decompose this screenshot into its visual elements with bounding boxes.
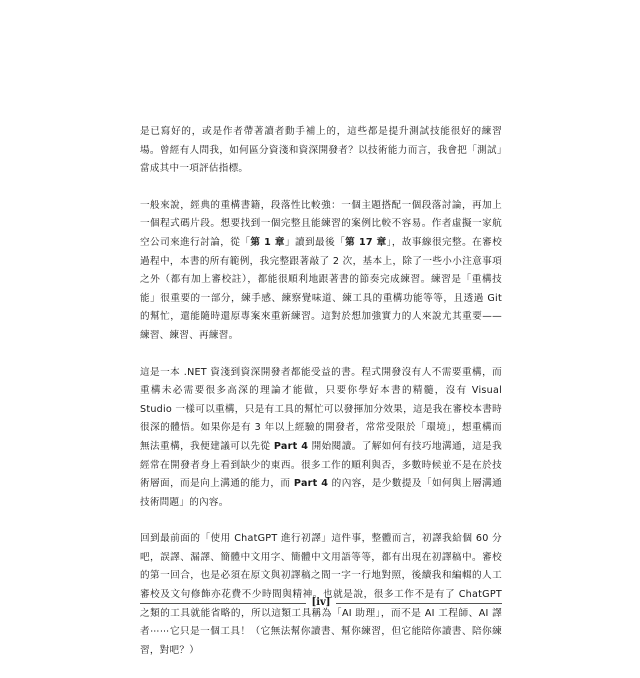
text-segment: 一般來說，經典的重構書籍，段落性比較強：一個主題搭配一個段落討論，再加上一個程式碼片段。想要找到一個完整且能練習的案例比較不容易。作者虛擬一家航空公司來進行討論，從「 xyxy=(140,199,502,248)
bold-text-segment: Part 4 xyxy=(273,440,309,452)
bold-text-segment: Part 4 xyxy=(293,478,329,490)
text-segment: 」讀到最後「 xyxy=(284,236,346,248)
text-segment: 回到最前面的「使用 ChatGPT 進行初譯」這件事，整體而言，初譯我給個 60 分吧，誤譯、漏譯、簡體中文用字、簡體中文用語等等，都有出現在初譯稿中。審校的第一回合，也是必須在原文與初譯稿之間一字一行地對照，後續我和編輯的人工審校及文句修飾亦花費不少時間與精神。也就是說，很多工作不是有了 ChatGPT 之類的工具就能省略的，所以這類工具稱為「AI 助理」，而不是 AI 工程師、AI 譯者⋯⋯它只是一個工具！（它無法幫你讀書、幫你練習，但它能陪你讀書、陪你練習，對吧？） xyxy=(140,533,502,656)
page-number xyxy=(306,596,336,610)
footer-rule-left xyxy=(140,603,306,604)
paragraph-1 xyxy=(140,123,502,179)
text-segment: 這是一本 .NET 資淺到資深開發者都能受益的書。程式開發沒有人不需要重構，而重構未必需要很多高深的理論才能做，只要你學好本書的精髓，沒有 Visual Studio 一樣可以重構，只是有工具的幫忙可以發揮加分效果，這是我在審校本書時很深的體悟。如果你是有 3 年以上經驗的開發者，常常受限於「環境」，想重構而無法重構，我便建議可以先從 xyxy=(140,366,502,452)
paragraph-3 xyxy=(140,364,502,513)
text-segment: 是已寫好的，或是作者帶著讀者動手補上的，這些都是提升測試技能很好的練習場。曾經有人問我，如何區分資淺和資深開發者？以技術能力而言，我會把「測試」當成其中一項評估指標。 xyxy=(140,126,502,175)
text-segment: 」，故事線很完整。在審校過程中，本書的所有範例，我完整跟著敲了 2 次，基本上，除了一些小小注意事項之外（都有加上審校註），都能很順利地跟著書的節奏完成練習。練習是「重構技能」很重要的一部分，練手感、練察覺味道、練工具的重構功能等等，且透過 Git 的幫忙，還能隨時還原專案來重新練習。這對於想加強實力的人來說尤其重要——練習、練習、再練習。 xyxy=(140,236,503,341)
page-number-bracket-left: [ xyxy=(311,597,317,608)
document-body xyxy=(140,123,502,678)
bold-text-segment: 第 17 章 xyxy=(345,236,387,248)
paragraph-2 xyxy=(140,197,502,346)
bold-text-segment: 第 1 章 xyxy=(250,236,285,248)
text-segment: 開始閱讀。了解如何有技巧地溝通，這是我經常在開發者身上看到缺少的東西。很多工作的順利與否，多數時候並不是在於技術層面，而是向上溝通的能力，而 xyxy=(140,440,502,490)
page-number-value: iv xyxy=(316,597,326,608)
page-footer xyxy=(140,596,502,610)
text-segment: 的內容，是少數提及「如何與上層溝通技術問題」的內容。 xyxy=(140,478,502,508)
footer-rule-right xyxy=(336,603,502,604)
page-number-bracket-right: ] xyxy=(325,597,331,608)
